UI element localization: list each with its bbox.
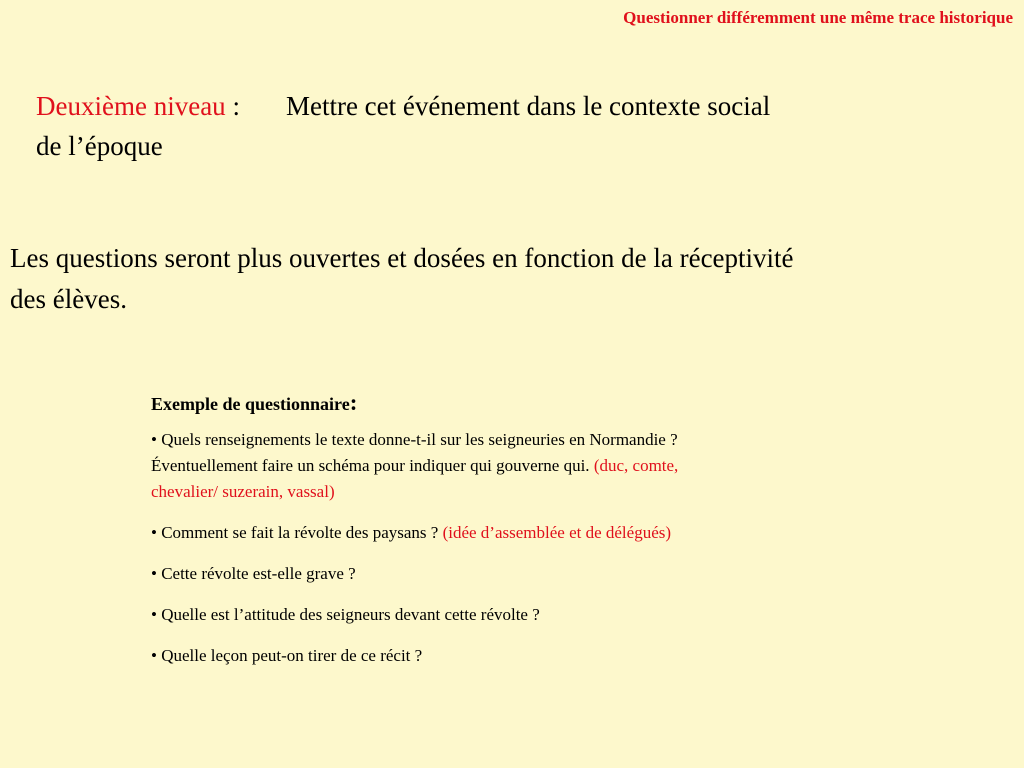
example-questionnaire: [151, 390, 891, 684]
question-1-line1: • Quels renseignements le texte donne-t-il sur les seigneuries en Normandie ?: [151, 430, 678, 449]
question-item-4: • Quelle est l’attitude des seigneurs devant cette révolte ?: [151, 605, 540, 624]
intro-line2: des élèves.: [10, 284, 127, 314]
intro-line1: Les questions seront plus ouvertes et dosées en fonction de la réceptivité: [10, 243, 794, 273]
question-1-line2: [151, 453, 891, 479]
question-2-text: • Comment se fait la révolte des paysans ?: [151, 523, 443, 542]
intro-paragraph: [10, 238, 1010, 320]
level-heading-line1: [36, 86, 986, 126]
question-item-1: [151, 427, 891, 505]
question-item-5: • Quelle leçon peut-on tirer de ce récit ?: [151, 646, 423, 665]
slide-header-title: Questionner différemment une même trace historique: [623, 8, 1013, 27]
level-description: Mettre cet événement dans le contexte social: [285, 91, 771, 121]
level-heading: [36, 86, 986, 166]
level-separator: :: [225, 91, 240, 121]
example-title-text: Exemple de questionnaire: [151, 394, 350, 414]
question-1-text: Éventuellement faire un schéma pour indiquer qui gouverne qui.: [151, 456, 594, 475]
level-label: Deuxième niveau: [36, 91, 226, 121]
level-heading-line2: de l’époque: [36, 131, 163, 161]
example-title: [151, 390, 891, 417]
example-title-colon: :: [349, 390, 358, 415]
question-2-answer: (idée d’assemblée et de délégués): [442, 523, 672, 542]
question-1-answer-part2: chevalier/ suzerain, vassal): [151, 482, 335, 501]
question-item-3: • Cette révolte est-elle grave ?: [151, 564, 356, 583]
question-1-answer-part1: (duc, comte,: [593, 456, 679, 475]
question-item-2: [151, 520, 891, 546]
